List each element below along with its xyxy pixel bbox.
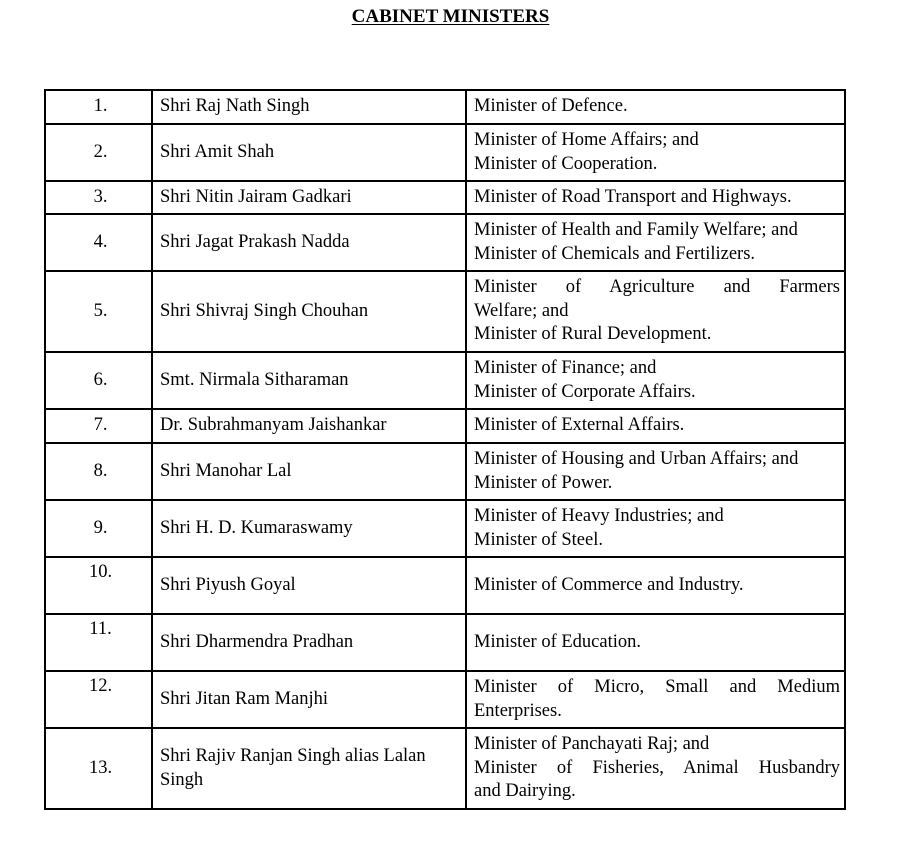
serial-number: 10. <box>45 557 152 614</box>
minister-name: Dr. Subrahmanyam Jaishankar <box>152 409 466 443</box>
portfolio-line: Minister of Heavy Industries; and <box>474 506 724 526</box>
minister-name-line: Shri Rajiv Ranjan Singh alias Lalan <box>160 746 426 766</box>
portfolio-line: Minister of Corporate Affairs. <box>474 381 696 402</box>
minister-name: Shri Amit Shah <box>152 124 466 181</box>
portfolio-line: Minister of Cooperation. <box>474 153 658 174</box>
portfolio-line: Minister of Health and Family Welfare; and <box>474 220 798 240</box>
serial-number: 13. <box>45 728 152 809</box>
table-row <box>45 352 845 409</box>
portfolio-line: Minister of Agriculture and Farmers <box>474 277 840 298</box>
portfolio-line: Minister of Rural Development. <box>474 324 712 345</box>
portfolio <box>466 352 845 409</box>
portfolio-line: Minister of External Affairs. <box>474 415 685 436</box>
portfolio-line: Minister of Road Transport and Highways. <box>474 186 792 207</box>
table-row <box>45 90 845 124</box>
serial-number: 1. <box>45 90 152 124</box>
table-row <box>45 409 845 443</box>
serial-number: 11. <box>45 614 152 671</box>
table-row <box>45 214 845 271</box>
portfolio-line: Minister of Micro, Small and Medium <box>474 677 840 697</box>
portfolio-line: Minister of Chemicals and Fertilizers. <box>474 243 756 264</box>
minister-name: Shri Nitin Jairam Gadkari <box>152 181 466 214</box>
portfolio <box>466 124 845 181</box>
serial-number: 6. <box>45 352 152 409</box>
table-row <box>45 557 845 614</box>
portfolio <box>466 409 845 443</box>
portfolio <box>466 728 845 809</box>
minister-name-line: Singh <box>160 769 204 790</box>
portfolio <box>466 557 845 614</box>
serial-number: 4. <box>45 214 152 271</box>
portfolio <box>466 90 845 124</box>
minister-name <box>152 728 466 809</box>
minister-name: Shri Manohar Lal <box>152 443 466 500</box>
table-row <box>45 614 845 671</box>
table-row <box>45 443 845 500</box>
portfolio-line: Minister of Power. <box>474 472 613 493</box>
portfolio-line: Minister of Education. <box>474 631 641 652</box>
serial-number: 12. <box>45 671 152 728</box>
portfolio <box>466 443 845 500</box>
minister-name: Shri H. D. Kumaraswamy <box>152 500 466 557</box>
table-row <box>45 271 845 352</box>
table-row <box>45 728 845 809</box>
portfolio-line: Minister of Commerce and Industry. <box>474 574 744 595</box>
table-row <box>45 500 845 557</box>
portfolio-line: Welfare; and <box>474 300 569 321</box>
serial-number: 8. <box>45 443 152 500</box>
portfolio <box>466 500 845 557</box>
minister-name: Shri Raj Nath Singh <box>152 90 466 124</box>
serial-number: 3. <box>45 181 152 214</box>
portfolio-line: Minister of Finance; and <box>474 358 657 378</box>
cabinet-ministers-table <box>44 89 846 810</box>
portfolio <box>466 181 845 214</box>
minister-name: Shri Jagat Prakash Nadda <box>152 214 466 271</box>
portfolio-line: Enterprises. <box>474 700 562 721</box>
portfolio-line: Minister of Steel. <box>474 529 603 550</box>
serial-number: 2. <box>45 124 152 181</box>
portfolio <box>466 614 845 671</box>
minister-name: Shri Jitan Ram Manjhi <box>152 671 466 728</box>
portfolio-line: Minister of Fisheries, Animal Husbandry <box>474 757 840 778</box>
serial-number: 9. <box>45 500 152 557</box>
serial-number: 5. <box>45 271 152 352</box>
minister-name: Smt. Nirmala Sitharaman <box>152 352 466 409</box>
portfolio <box>466 671 845 728</box>
portfolio-line: Minister of Panchayati Raj; and <box>474 734 710 755</box>
minister-name: Shri Dharmendra Pradhan <box>152 614 466 671</box>
portfolio-line: Minister of Housing and Urban Affairs; and <box>474 449 799 469</box>
table-row <box>45 181 845 214</box>
table-row <box>45 124 845 181</box>
table-row <box>45 671 845 728</box>
portfolio-line: Minister of Defence. <box>474 96 628 117</box>
portfolio <box>466 271 845 352</box>
minister-name: Shri Piyush Goyal <box>152 557 466 614</box>
serial-number: 7. <box>45 409 152 443</box>
portfolio-line: and Dairying. <box>474 781 576 802</box>
portfolio-line: Minister of Home Affairs; and <box>474 130 699 150</box>
minister-name: Shri Shivraj Singh Chouhan <box>152 271 466 352</box>
page-title: CABINET MINISTERS <box>351 6 550 27</box>
portfolio <box>466 214 845 271</box>
